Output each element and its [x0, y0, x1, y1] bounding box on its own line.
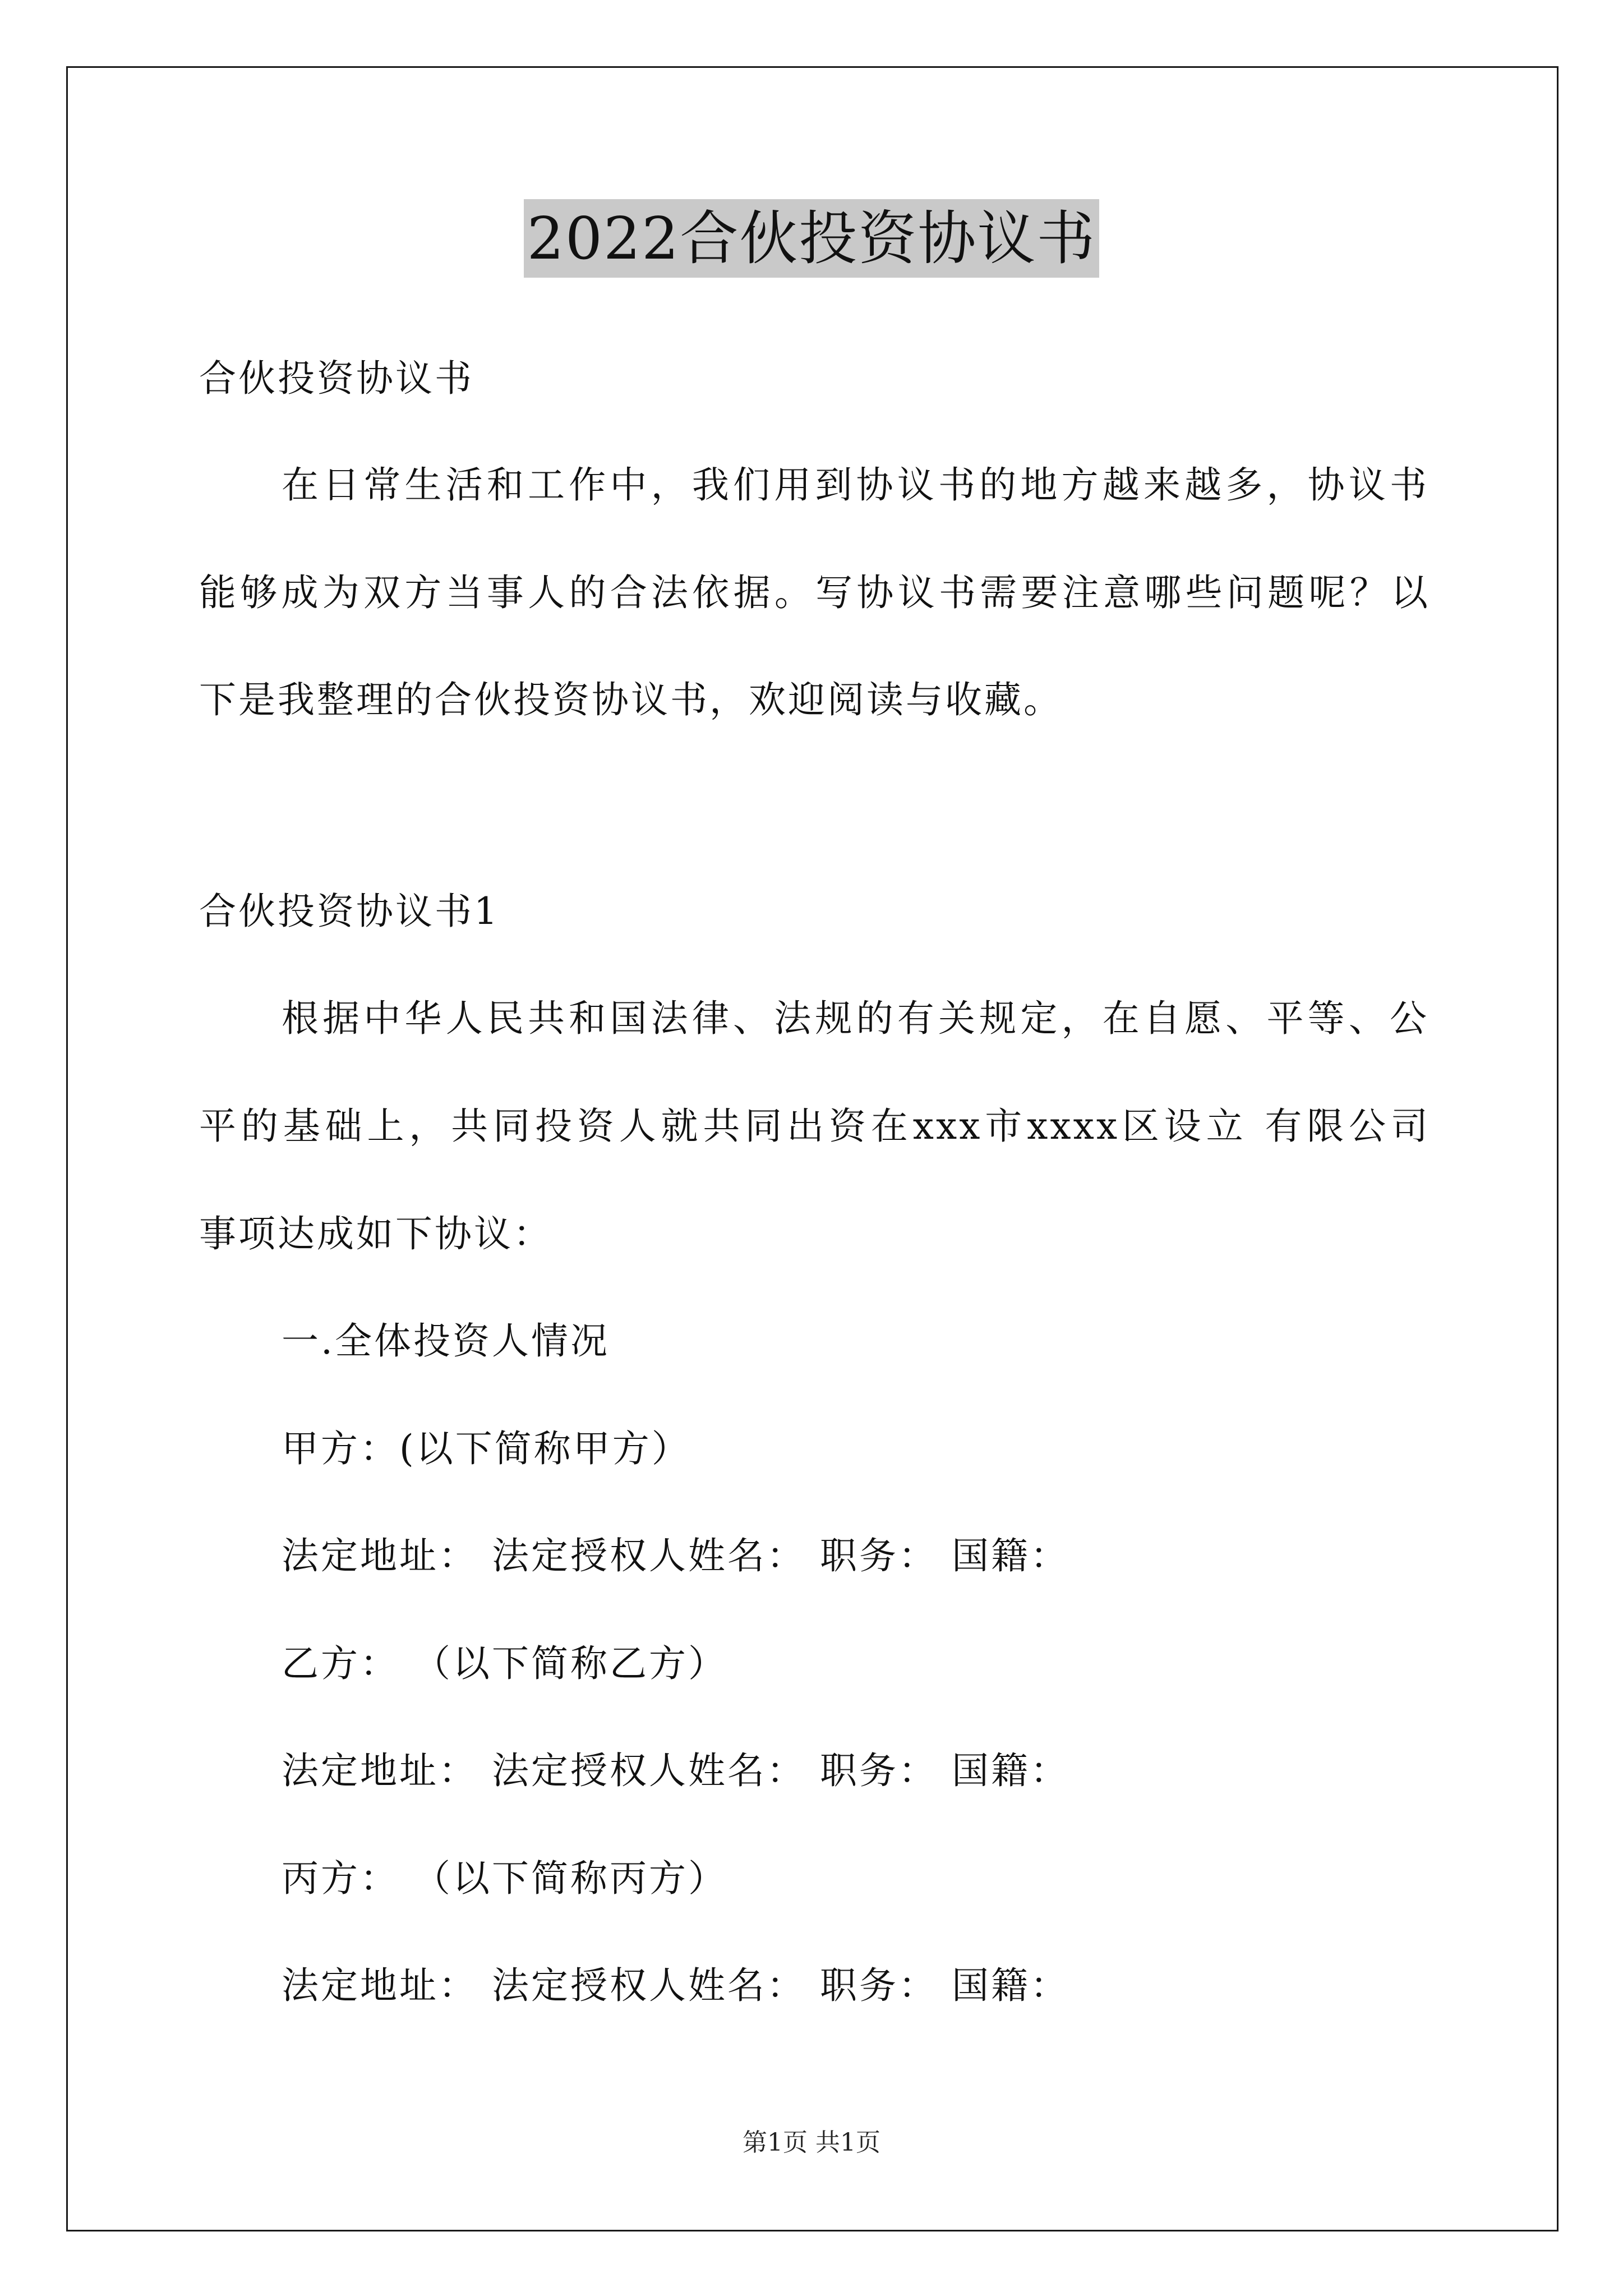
party-c-details: 法定地址： 法定授权人姓名： 职务： 国籍：: [282, 1964, 1069, 2007]
section-line-1-text: 根据中华人民共和国法律、法规的有关规定，在自愿、平等、公: [282, 997, 1429, 1040]
section-title: 合伙投资协议书1: [199, 890, 500, 933]
party-b-details: 法定地址： 法定授权人姓名： 职务： 国籍：: [282, 1749, 1069, 1792]
section-line-2: [199, 1101, 1430, 1152]
intro-line-2-text: 能够成为双方当事人的合法依据。写协议书需要注意哪些问题呢？以: [199, 571, 1430, 614]
party-c-label: 丙方： （以下简称丙方）: [282, 1857, 727, 1900]
party-b-label: 乙方： （以下简称乙方）: [282, 1642, 727, 1685]
page-footer: 第1页 共1页: [743, 2128, 880, 2157]
party-a-label: 甲方：(以下简称甲方）: [282, 1427, 691, 1470]
title-container: [0, 199, 1623, 278]
intro-line-2: [199, 568, 1430, 618]
part-heading: 一.全体投资人情况: [282, 1319, 610, 1363]
intro-line-3: 下是我整理的合伙投资协议书，欢迎阅读与收藏。: [199, 678, 1063, 721]
section-line-1: [282, 993, 1429, 1044]
section-line-2-text: 平的基础上，共同投资人就共同出资在xxx市xxxx区设立 有限公司: [199, 1105, 1430, 1148]
party-a-details: 法定地址： 法定授权人姓名： 职务： 国籍：: [282, 1534, 1069, 1577]
intro-line-1-text: 在日常生活和工作中，我们用到协议书的地方越来越多，协议书: [282, 463, 1429, 507]
section-line-3: 事项达成如下协议：: [199, 1212, 552, 1255]
document-subtitle: 合伙投资协议书: [199, 357, 474, 400]
intro-line-1: [282, 460, 1429, 510]
document-title: 2022合伙投资协议书: [524, 199, 1100, 278]
